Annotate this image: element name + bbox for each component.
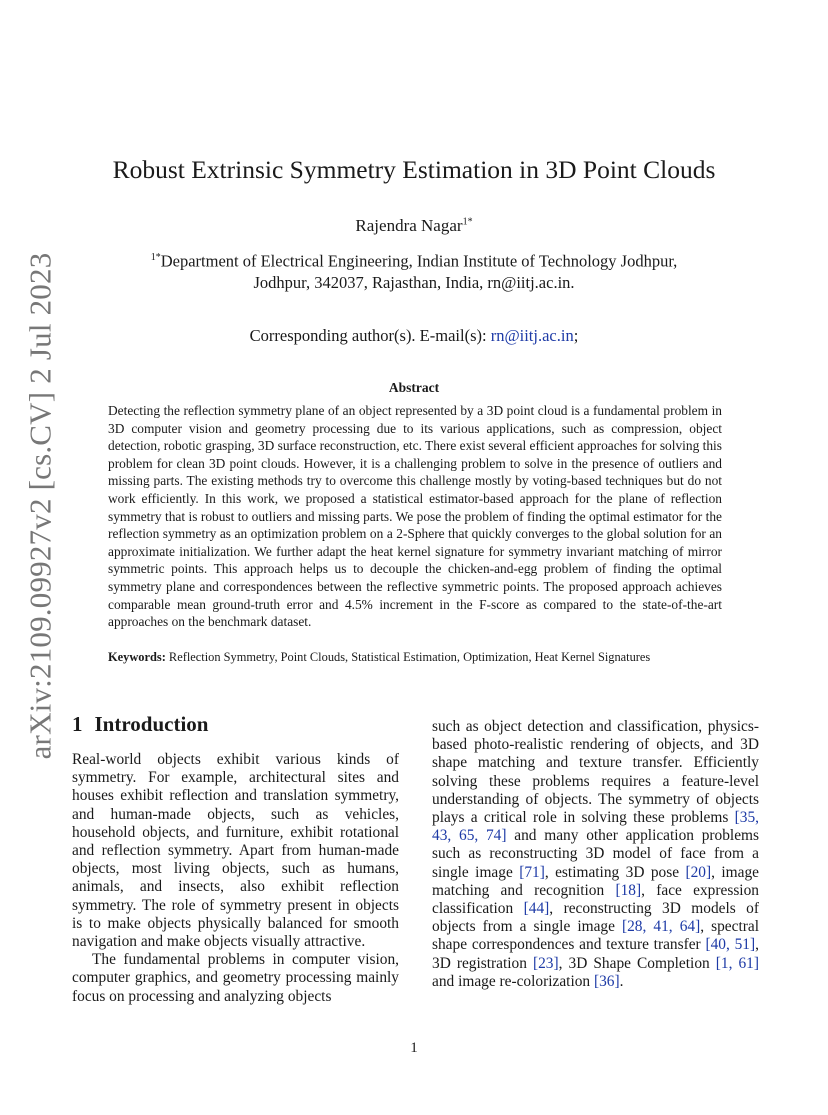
- citation-link[interactable]: [44]: [523, 900, 550, 918]
- abstract-heading: Abstract: [388, 380, 440, 395]
- author-marker: 1*: [462, 216, 473, 228]
- arxiv-identifier-text: arXiv:2109.09927v2 [cs.CV] 2 Jul 2023: [22, 252, 57, 760]
- citation-link[interactable]: [23]: [532, 954, 559, 972]
- affiliation: [80, 247, 748, 293]
- paragraph: Real-world objects exhibit various kinds of symmetry. For example, architectural sites and houses exhibit reflection and translation symmetry, and human-made objects, such as vehicles, household objects, and furniture, exhibit rotational and reflection symmetry. Apart from human-made objects, most living objects, such as humans, animals, and insects, also exhibit reflection symmetry. The role of symmetry present in objects is to make objects physically balanced for smooth navigation and make objects visually attractive.: [72, 751, 399, 951]
- author-name: Rajendra Nagar: [355, 216, 463, 235]
- abstract-text: Detecting the reflection symmetry plane of an object represented by a 3D point cloud is a fundamental problem in 3D computer vision and geometry processing due to its various applications, such as compression, object detection, robotic grasping, 3D surface reconstruction, etc. There exist several efficient approaches for solving this problem for clean 3D point clouds. However, it is a challenging problem to solve in the presence of outliers and missing parts. The existing methods try to overcome this challenge mostly by voting-based techniques but do not work efficiently. In this work, we proposed a statistical estimator-based approach for the plane of reflection symmetry that is robust to outliers and missing parts. We pose the problem of finding the optimal estimator for the reflection symmetry as an optimization problem on a 2-Sphere that quickly converges to the global solution for an approximate initialization. We further adapt the heat kernel signature for symmetry invariant matching of mirror symmetric points. This approach helps us to decouple the chicken-and-egg problem of finding the optimal symmetry plane and correspondences between the reflective symmetric points. The proposed approach achieves comparable mean ground-truth error and 4.5% increment in the F-score as compared to the state-of-the-art approaches on the benchmark dataset.: [108, 403, 722, 630]
- keywords-text: Reflection Symmetry, Point Clouds, Statistical Estimation, Optimization, Heat Kernel Signatures: [165, 650, 651, 664]
- text-run: , estimating 3D pose: [544, 863, 686, 881]
- text-run: and many other application problems such as reconstructing 3D model of face from a single image: [432, 827, 759, 881]
- text-run: .: [619, 972, 624, 990]
- section-number: 1: [72, 712, 83, 736]
- paragraph: [432, 718, 759, 991]
- text-run: such as object detection and classification, physics-based photo-realistic rendering of objects, and 3D shape matching and texture transfer. Efficiently solving these problems requires a feature-level understanding of objects. The symmetry of objects plays a critical role in solving these problems: [432, 718, 759, 827]
- text-run: , image matching and recognition: [432, 863, 759, 899]
- citation-link[interactable]: [28, 41, 64]: [621, 918, 701, 936]
- citation-link[interactable]: [71]: [519, 863, 545, 881]
- text-run: and image re-colorization: [432, 972, 594, 990]
- left-column: [72, 751, 399, 1006]
- author-line: [0, 216, 828, 236]
- page-number: 1: [410, 1040, 418, 1056]
- text-run: , 3D registration: [432, 936, 759, 972]
- email-link[interactable]: rn@iitj.ac.in: [490, 326, 574, 345]
- paragraph: The fundamental problems in computer vision, computer graphics, and geometry processing mainly focus on processing and analyzing objects: [72, 951, 399, 1005]
- affiliation-line-1: Department of Electrical Engineering, Indian Institute of Technology Jodhpur,: [160, 251, 678, 271]
- section-title: Introduction: [94, 712, 209, 736]
- section-heading: [72, 712, 208, 737]
- corresponding-author: [0, 326, 828, 346]
- text-run: , 3D Shape Completion: [558, 954, 716, 972]
- corresponding-suffix: ;: [573, 326, 579, 345]
- citation-link[interactable]: [40, 51]: [705, 936, 756, 954]
- affiliation-line-2: Jodhpur, 342037, Rajasthan, India, rn@iitj.ac.in.: [253, 272, 575, 292]
- text-run: , reconstructing 3D models of objects from a single image: [432, 900, 759, 936]
- citation-link[interactable]: [20]: [685, 863, 712, 881]
- text-run: , face expression classification: [432, 881, 759, 918]
- right-column: [432, 718, 759, 991]
- citation-link[interactable]: [36]: [593, 972, 620, 990]
- keywords: [108, 650, 738, 665]
- citation-link[interactable]: [18]: [615, 881, 642, 899]
- text-run: , spectral shape correspondences and texture transfer: [432, 918, 759, 954]
- citation-link[interactable]: [1, 61]: [715, 954, 759, 972]
- affiliation-marker: 1*: [150, 252, 161, 263]
- keywords-label: Keywords:: [108, 650, 166, 664]
- corresponding-prefix: Corresponding author(s). E-mail(s):: [249, 326, 491, 345]
- paper-title: Robust Extrinsic Symmetry Estimation in 3D Point Clouds: [112, 155, 716, 184]
- citation-link[interactable]: [35, 43, 65, 74]: [432, 809, 759, 845]
